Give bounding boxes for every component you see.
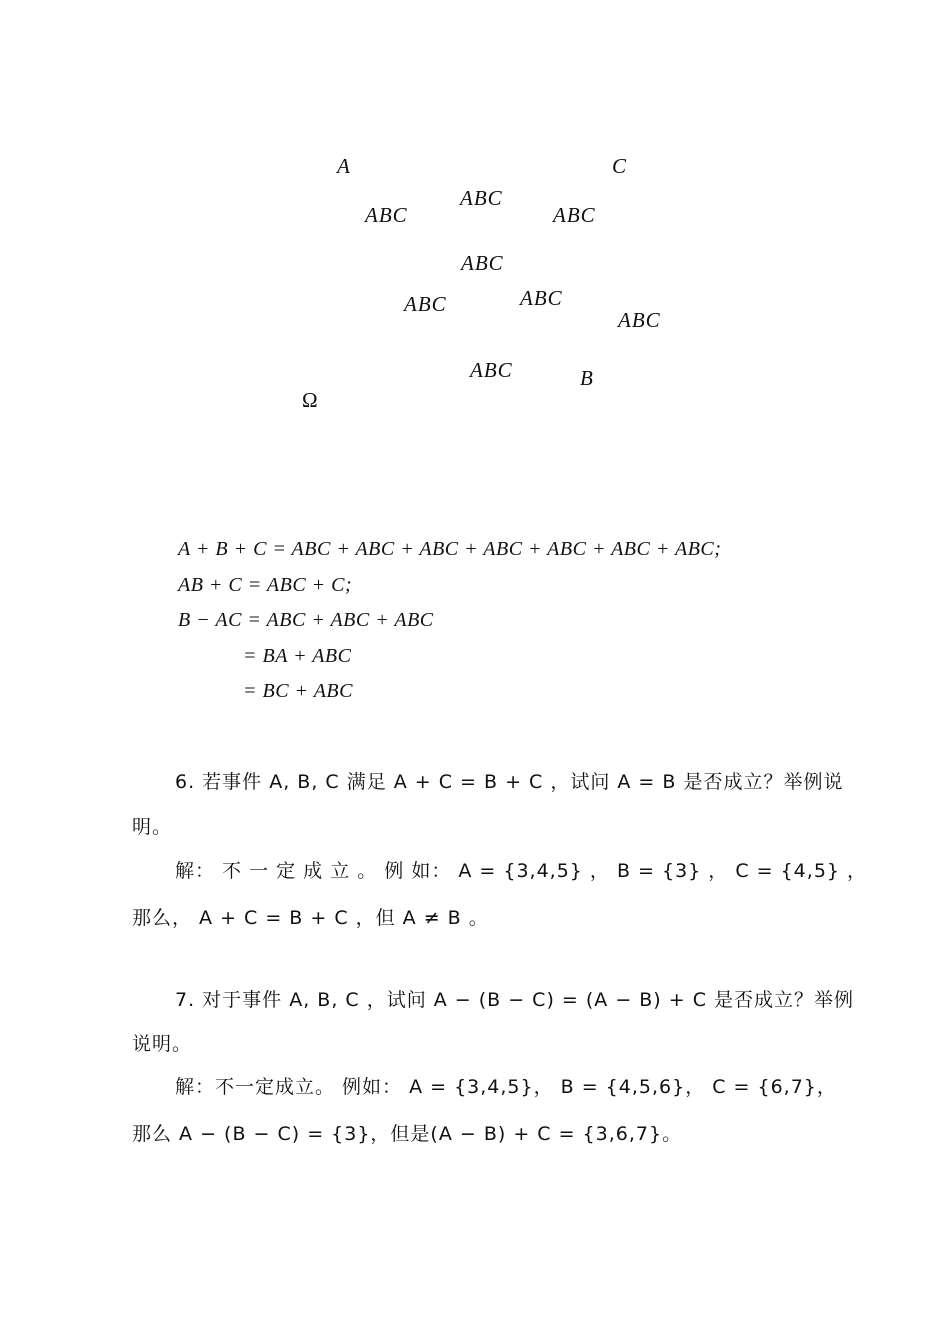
equation-lhs: A + B + C = bbox=[178, 538, 287, 560]
equation-line-2 bbox=[178, 574, 352, 597]
equation-line-1 bbox=[178, 538, 721, 561]
problem-7-answer-line-1: 解：不一定成立。 例如： A = {3,4,5}， B = {4,5,6}， C = {6,7}， bbox=[175, 1076, 837, 1098]
problem-6-question-line-2: 明。 bbox=[132, 816, 173, 838]
equation-rhs: ABC + C; bbox=[266, 574, 353, 596]
equation-lhs: B − AC = bbox=[178, 609, 262, 631]
region-label: ABC bbox=[520, 286, 563, 310]
problem-7-answer-line-2: 那么 A − (B − C) = {3}，但是(A − B) + C = {3,6,7}。 bbox=[132, 1123, 683, 1145]
equation-rhs: ABC + ABC + ABC bbox=[266, 609, 434, 631]
equation-line-3 bbox=[178, 609, 434, 632]
equation-lhs: AB + C = bbox=[178, 574, 262, 596]
problem-7-question-line-2: 说明。 bbox=[132, 1033, 193, 1055]
sample-space-label: Ω bbox=[302, 388, 318, 412]
set-label-a: A bbox=[337, 154, 351, 178]
region-label: ABC bbox=[470, 358, 513, 382]
equation-line-4: = BA + ABC bbox=[243, 645, 352, 667]
region-label: ABC bbox=[365, 203, 408, 227]
set-label-c: C bbox=[612, 154, 628, 178]
equation-line-5: = BC + ABC bbox=[243, 680, 353, 702]
set-label-b: B bbox=[580, 366, 594, 390]
region-label: ABC bbox=[618, 308, 661, 332]
problem-6-question-line-1: 6. 若事件 A, B, C 满足 A + C = B + C ，试问 A = B 是否成立？举例说 bbox=[175, 771, 844, 793]
region-label: ABC bbox=[460, 186, 503, 210]
problem-6-answer-line-1: 解： 不 一 定 成 立 。 例 如： A = {3,4,5} ， B = {3} ， C = {4,5} ， bbox=[175, 860, 868, 882]
region-label: ABC bbox=[553, 203, 596, 227]
problem-6-answer-line-2: 那么， A + C = B + C ，但 A ≠ B 。 bbox=[132, 907, 489, 929]
region-label: ABC bbox=[404, 292, 447, 316]
region-label: ABC bbox=[461, 251, 504, 275]
problem-7-question-line-1: 7. 对于事件 A, B, C ，试问 A − (B − C) = (A − B) + C 是否成立？举例 bbox=[175, 989, 855, 1011]
equation-rhs: ABC + ABC + ABC + ABC + ABC + ABC + ABC; bbox=[291, 538, 722, 560]
